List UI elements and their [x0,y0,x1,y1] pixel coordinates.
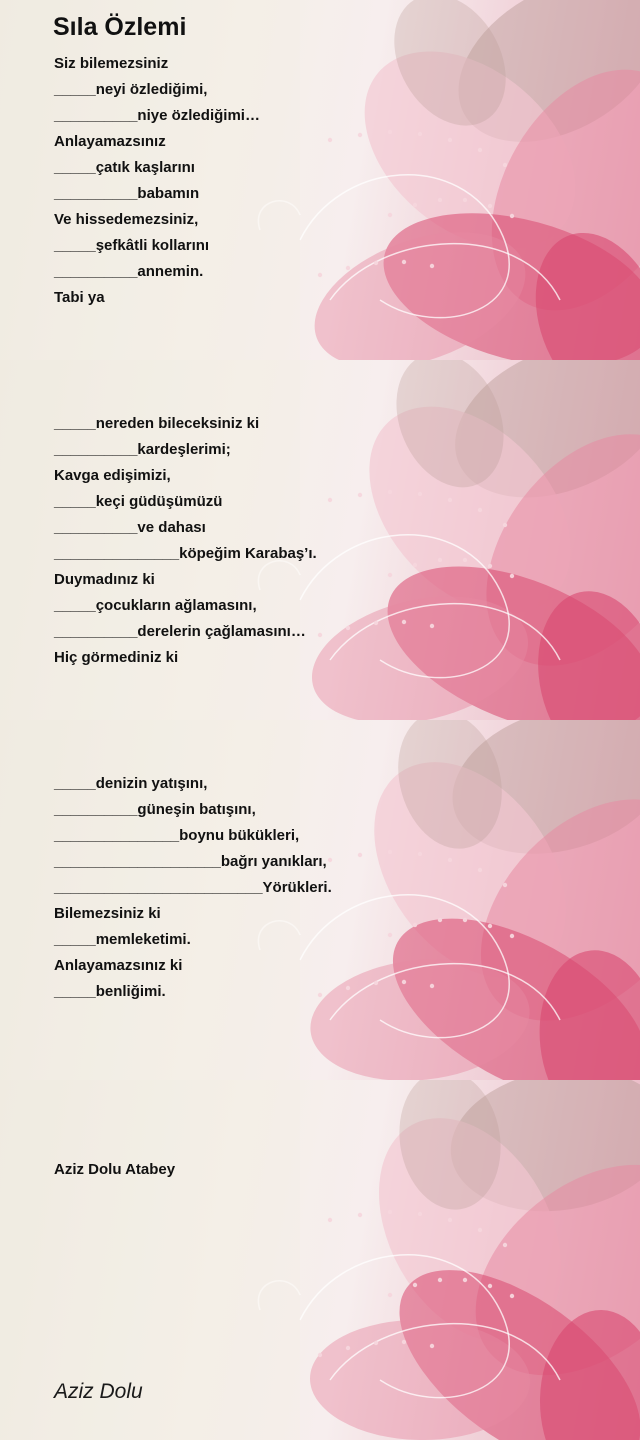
poem-line: _____memleketimi. [54,931,191,948]
poem-title: Sıla Özlemi [53,13,187,41]
background-panel-2 [0,360,640,720]
poem-line: _________________________Yörükleri. [54,879,332,896]
stanza-2 [54,411,317,671]
poem-line: __________güneşin batışını, [54,801,256,818]
poem-line: Tabi ya [54,289,105,306]
poem-line: __________babamın [54,185,200,202]
poem-line: __________ve dahası [54,519,206,536]
poem-line: Ve hissedemezsiniz, [54,211,199,228]
poem-line: Hiç görmediniz ki [54,649,179,666]
poem-line: _____nereden bileceksiniz ki [54,415,260,432]
poem-line: _____şefkâtli kollarını [54,237,210,254]
author-name: Aziz Dolu Atabey [54,1161,176,1178]
signature: Aziz Dolu [54,1380,143,1403]
poem-line: __________kardeşlerimi; [54,441,231,458]
background-panel-3 [0,720,640,1080]
poem-line: ____________________bağrı yanıkları, [54,853,327,870]
poem-line: Bilemezsiniz ki [54,905,161,922]
poem-line: _____keçi güdüşümüzü [54,493,223,510]
poem-line: _______________köpeğim Karabaş’ı. [54,545,317,562]
poem-line: _____çocukların ağlamasını, [54,597,257,614]
poem-line: Kavga edişimizi, [54,467,171,484]
poem-line: Duymadınız ki [54,571,155,588]
poem-line: _____neyi özlediğimi, [54,81,208,98]
poem-line: __________annemin. [54,263,204,280]
poem-line: _____çatık kaşlarını [54,159,195,176]
poem-line: _____denizin yatışını, [54,775,208,792]
stanza-3 [54,771,332,1005]
stanza-1 [54,51,260,311]
poem-line: __________niye özlediğimi… [54,107,260,124]
poem-line: _____benliğimi. [54,983,166,1000]
poem-line: _______________boynu bükükleri, [54,827,300,844]
background-panel-4 [0,1080,640,1440]
poem-line: __________derelerin çağlamasını… [54,623,306,640]
poem-line: Anlayamazsınız [54,133,166,150]
poem-line: Siz bilemezsiniz [54,55,169,72]
poem-line: Anlayamazsınız ki [54,957,183,974]
background-panel-1 [0,0,640,360]
